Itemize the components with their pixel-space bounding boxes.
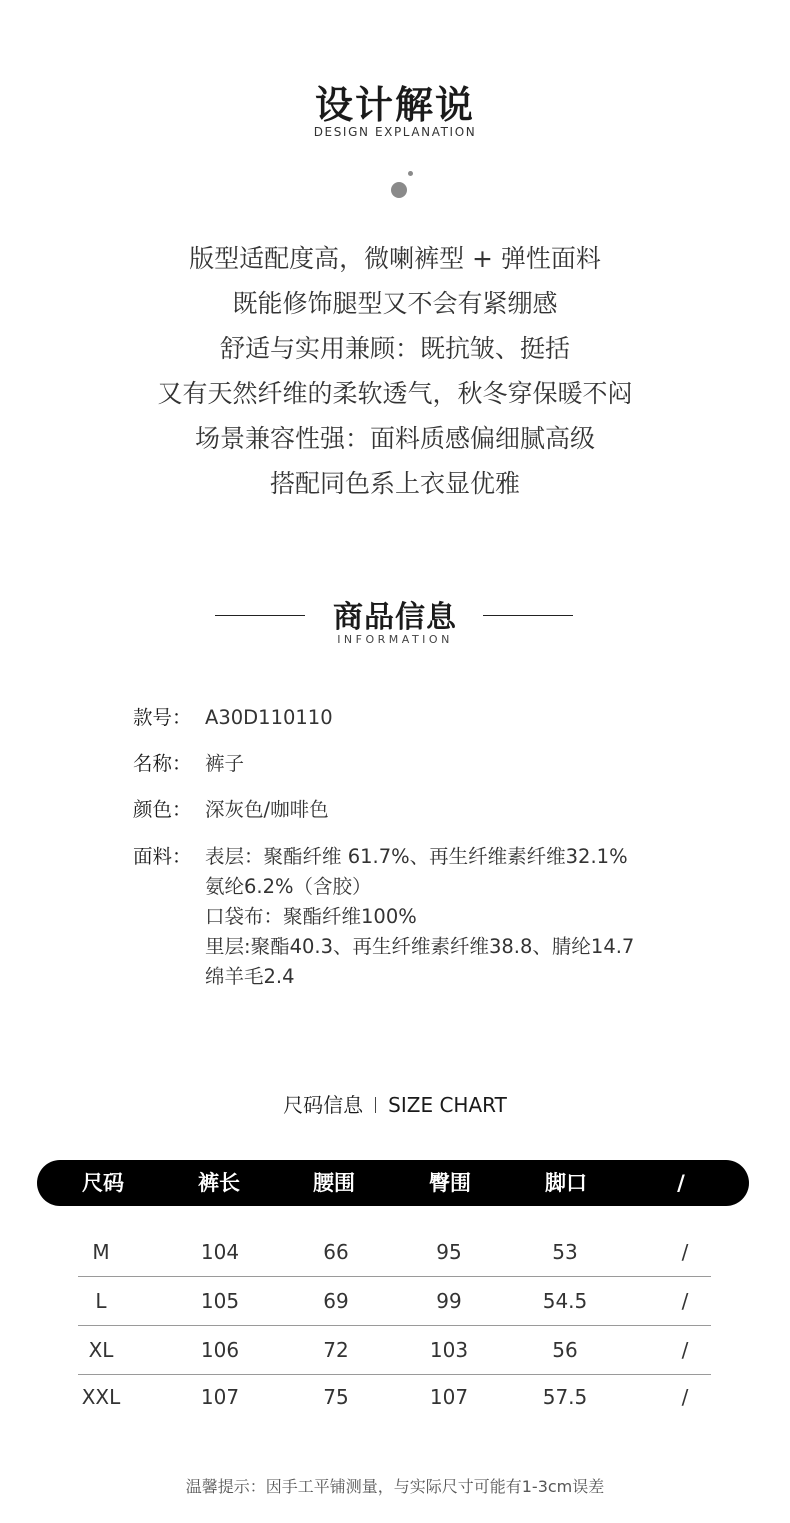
table-cell: 103 [429, 1338, 469, 1362]
header-cell: 腰围 [313, 1171, 355, 1195]
table-cell: 56 [552, 1338, 578, 1362]
decorative-dot [391, 182, 407, 198]
table-cell: XXL [81, 1385, 121, 1409]
table-row [78, 1373, 711, 1421]
fabric-line: 绵羊毛2.4 [205, 965, 295, 988]
header-cell: 尺码 [82, 1171, 124, 1195]
measurement-note: 温馨提示：因手工平铺测量，与实际尺寸可能有1-3cm误差 [185, 1477, 605, 1496]
design-line: 搭配同色系上衣显优雅 [269, 469, 520, 498]
spec-fabric [133, 842, 635, 992]
table-cell: 106 [200, 1338, 240, 1362]
fabric-line: 口袋布：聚酯纤维100% [205, 905, 417, 928]
fabric-line: 氨纶6.2%（含胶） [205, 875, 372, 898]
design-subtitle: DESIGN EXPLANATION [313, 125, 477, 139]
table-cell: / [681, 1338, 689, 1362]
table-cell: XL [88, 1338, 114, 1362]
design-line: 版型适配度高，微喇裤型 + 弹性面料 [189, 244, 601, 273]
table-cell: 54.5 [542, 1289, 588, 1313]
spec-color [133, 795, 329, 825]
size-chart-title [0, 1091, 790, 1119]
table-cell: 53 [552, 1240, 578, 1264]
product-specs [133, 703, 733, 1003]
fabric-line: 表层：聚酯纤维 61.7%、再生纤维素纤维32.1% [205, 845, 628, 868]
header-cell: / [677, 1171, 685, 1195]
header-cell: 臀围 [429, 1171, 471, 1195]
table-cell: 95 [436, 1240, 462, 1264]
size-table-header [37, 1160, 749, 1206]
table-cell: 105 [200, 1289, 240, 1313]
spec-label: 名称： [133, 752, 192, 775]
title-separator [375, 1097, 376, 1113]
size-chart-title-cn: 尺码信息 [283, 1093, 364, 1117]
spec-label: 颜色： [133, 798, 192, 821]
table-cell: 107 [429, 1385, 469, 1409]
fabric-lines [205, 842, 634, 992]
table-cell: L [95, 1289, 107, 1313]
table-cell: 66 [323, 1240, 349, 1264]
header-cell: 脚口 [545, 1171, 587, 1195]
decorative-dot-small [408, 171, 413, 176]
table-cell: 107 [200, 1385, 240, 1409]
design-line: 场景兼容性强：面料质感偏细腻高级 [194, 424, 595, 453]
table-row [78, 1326, 711, 1375]
table-cell: 57.5 [542, 1385, 588, 1409]
spec-label: 面料： [133, 845, 192, 868]
table-cell: 104 [200, 1240, 240, 1264]
spec-name [133, 749, 244, 779]
design-line: 舒适与实用兼顾：既抗皱、挺括 [219, 334, 570, 363]
table-cell: 75 [323, 1385, 349, 1409]
table-row [78, 1228, 711, 1277]
info-title: 商品信息 [333, 600, 457, 635]
spec-value: 裤子 [205, 752, 245, 775]
spec-value: 深灰色/咖啡色 [205, 798, 329, 821]
table-cell: 99 [436, 1289, 462, 1313]
size-chart-title-en: SIZE CHART [388, 1093, 507, 1117]
table-cell: 69 [323, 1289, 349, 1313]
table-cell: / [681, 1385, 689, 1409]
spec-style-no [133, 703, 333, 733]
design-title: 设计解说 [314, 83, 475, 127]
table-cell: 72 [323, 1338, 349, 1362]
table-cell: M [92, 1240, 110, 1264]
design-line: 又有天然纤维的柔软透气，秋冬穿保暖不闷 [157, 379, 633, 408]
table-cell: / [681, 1289, 689, 1313]
spec-label: 款号： [133, 706, 192, 729]
spec-value: A30D110110 [205, 706, 333, 729]
design-description [0, 236, 790, 506]
fabric-line: 里层:聚酯40.3、再生纤维素纤维38.8、腈纶14.7 [205, 935, 635, 958]
table-row [78, 1277, 711, 1326]
info-subtitle: INFORMATION [337, 633, 453, 646]
design-line: 既能修饰腿型又不会有紧绷感 [232, 289, 558, 318]
table-cell: / [681, 1240, 689, 1264]
header-cell: 裤长 [198, 1171, 240, 1195]
